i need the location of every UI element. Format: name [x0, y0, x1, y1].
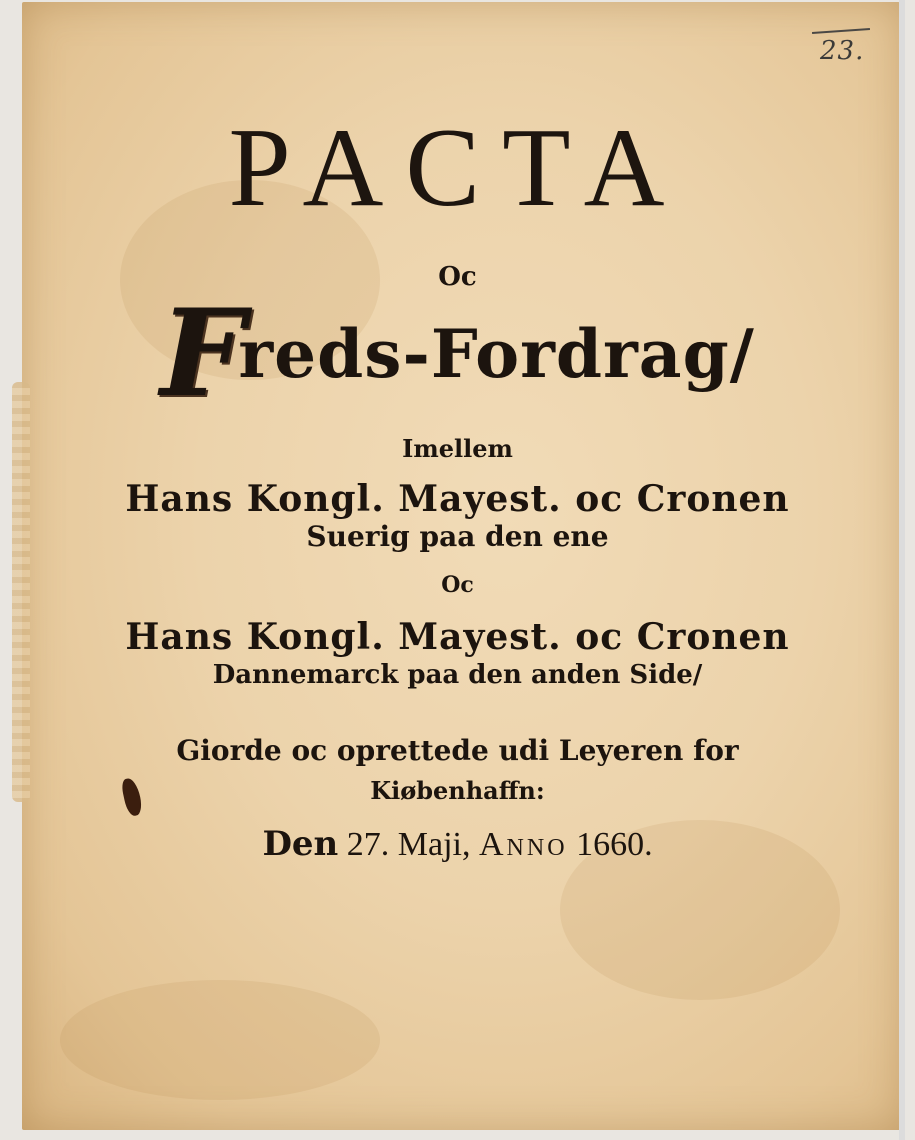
decorated-initial: F — [160, 283, 247, 424]
date-den: Den — [262, 824, 339, 864]
date-year: 1660. — [576, 826, 653, 863]
between-line: Imellem — [402, 434, 513, 463]
document-title: PACTA — [228, 106, 687, 230]
party-2-line: Hans Kongl. Mayest. oc Cronen — [125, 616, 790, 658]
document-subtitle — [0, 283, 915, 424]
location-line-2: Kiøbenhaffn: — [370, 776, 545, 805]
date-anno: Anno — [479, 826, 568, 863]
date-day-month: 27. Maji, — [346, 826, 471, 863]
party-1-line: Hans Kongl. Mayest. oc Cronen — [125, 478, 790, 520]
pencil-page-number: 23. — [820, 36, 865, 66]
location-line-1: Giorde oc oprettede udi Leyeren for — [176, 734, 739, 767]
date-line — [0, 824, 915, 864]
party-1-land: Suerig paa den ene — [306, 520, 609, 553]
party-2-land: Dannemarck paa den anden Side/ — [212, 660, 703, 690]
paper-stain — [60, 980, 380, 1100]
subtitle-text: reds-Fordrag/ — [238, 315, 755, 393]
connector-oc-2: Oc — [441, 572, 474, 598]
connector-oc-1: Oc — [438, 262, 477, 292]
